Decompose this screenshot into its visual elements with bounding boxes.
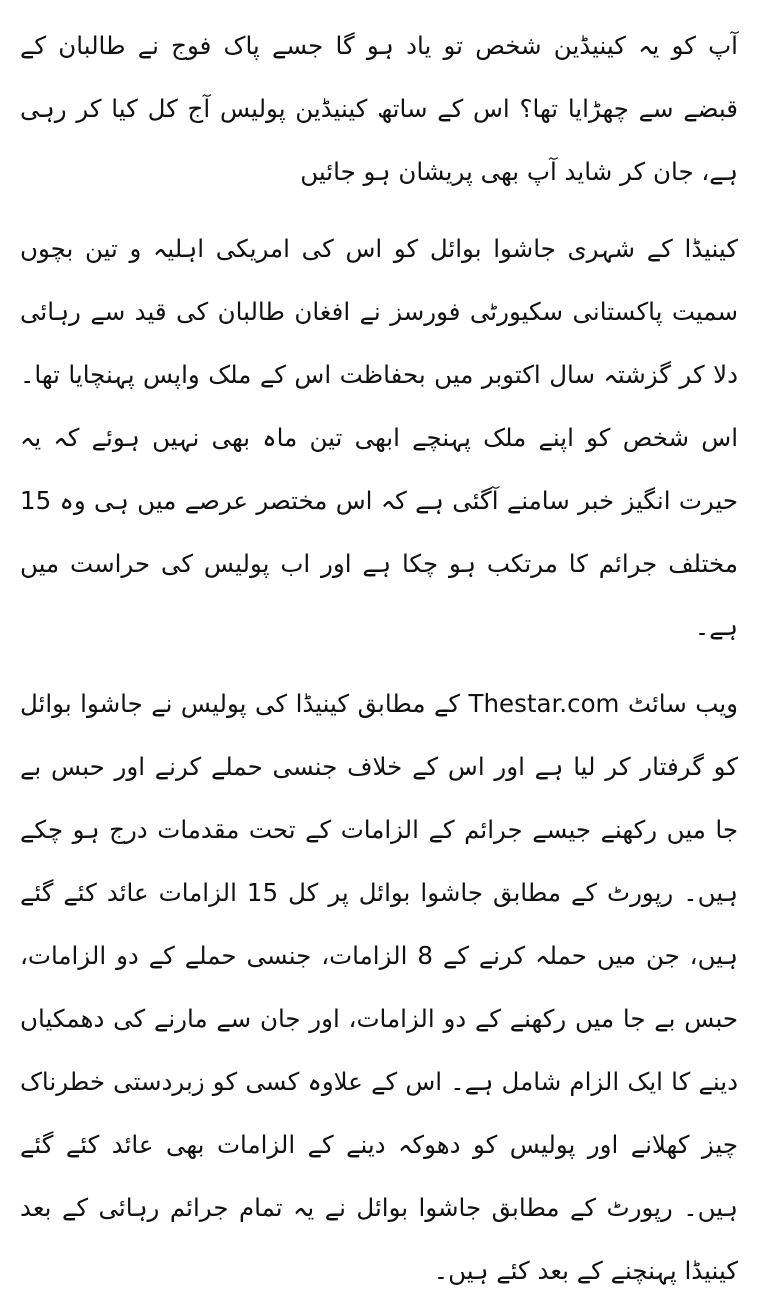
paragraph-intro: آپ کو یہ کینیڈین شخص تو یاد ہو گا جسے پاک فوج نے طالبان کے قبضے سے چھڑایا تھا؟ اس کے ساتھ کینیڈین پولیس آج کل کیا کر رہی ہے، جان کر شاید آپ بھی پریشان ہو جائیں xyxy=(20,31,738,186)
paragraph-background: کینیڈا کے شہری جاشوا بوائل کو اس کی امریکی اہلیہ و تین بچوں سمیت پاکستانی سکیورٹی فورسز نے افغان طالبان کی قید سے رہائی دلا کر گزشتہ سال اکتوبر میں بحفاظت اس کے ملک واپس پہنچایا تھا۔ اس شخص کو اپنے ملک پہنچے ابھی تین ماہ بھی نہیں ہوئے کہ یہ حیرت انگیز خبر سامنے آگئی ہے کہ اس مختصر عرصے میں ہی وہ 15 مختلف جرائم کا مرتکب ہو چکا ہے اور اب پولیس کی حراست میں ہے۔ xyxy=(20,234,738,641)
paragraph-charges: ویب سائٹ Thestar.com کے مطابق کینیڈا کی پولیس نے جاشوا بوائل کو گرفتار کر لیا ہے اور اس کے خلاف جنسی حملے کرنے اور حبس بے جا میں رکھنے جیسے جرائم کے الزامات کے تحت مقدمات درج ہو چکے ہیں۔ رپورٹ کے مطابق جاشوا بوائل پر کل 15 الزامات عائد کئے گئے ہیں، جن میں حملہ کرنے کے 8 الزامات، جنسی حملے کے دو الزامات، حبس بے جا میں رکھنے کے دو الزامات، اور جان سے مارنے کی دھمکیاں دینے کا ایک الزام شامل ہے۔ اس کے علاوہ کسی کو زبردستی خطرناک چیز کھلانے اور پولیس کو دھوکہ دینے کے الزامات بھی عائد کئے گئے ہیں۔ رپورٹ کے مطابق جاشوا بوائل نے یہ تمام جرائم رہائی کے بعد کینیڈا پہنچنے کے بعد کئے ہیں۔ xyxy=(20,689,738,1285)
